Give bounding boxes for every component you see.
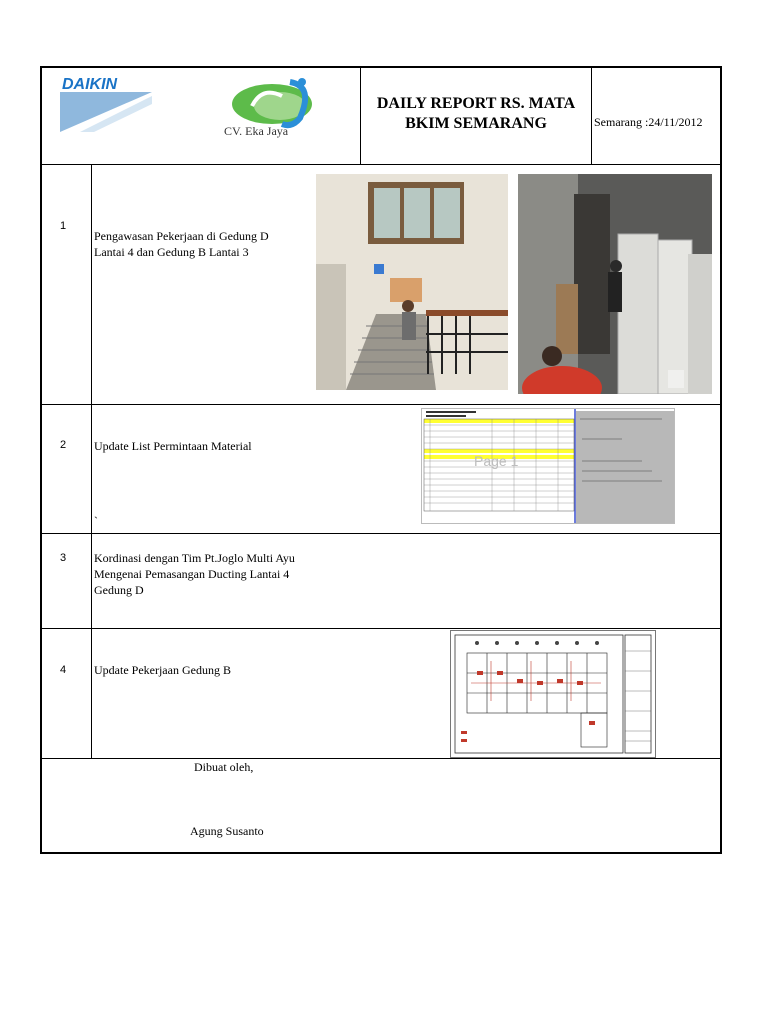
- photo-corridor-panels: [518, 174, 712, 394]
- row-number: 1: [60, 220, 67, 232]
- row-divider: [42, 628, 720, 629]
- row-number: 3: [60, 552, 67, 564]
- row-description: Pengawasan Pekerjaan di Gedung D Lantai 4 dan Gedung B Lantai 3: [94, 229, 269, 259]
- stray-mark: `: [94, 514, 98, 528]
- row-divider: [42, 533, 720, 534]
- row-number: 2: [60, 439, 67, 451]
- report-date: Semarang :24/11/2012: [594, 115, 703, 129]
- svg-text:DAIKIN: DAIKIN: [62, 76, 118, 93]
- daikin-logo: [60, 74, 172, 132]
- material-request-spreadsheet: [421, 408, 675, 524]
- row-description: Update List Permintaan Material: [94, 439, 252, 453]
- col-divider: [91, 164, 92, 758]
- photo-stairwell: [316, 174, 508, 390]
- company-name: CV. Eka Jaya: [224, 124, 289, 138]
- report-title: DAILY REPORT RS. MATA BKIM SEMARANG: [376, 95, 576, 132]
- page-watermark: Page 1: [474, 453, 519, 469]
- author-name: Agung Susanto: [190, 824, 264, 838]
- row-number: 4: [60, 664, 67, 676]
- floor-plan-drawing: [450, 630, 656, 758]
- row-divider: [42, 404, 720, 405]
- row-divider: [42, 164, 720, 165]
- report-table: [40, 66, 722, 854]
- made-by-label: Dibuat oleh,: [194, 760, 254, 774]
- row-description: Kordinasi dengan Tim Pt.Joglo Multi Ayu Mengenai Pemasangan Ducting Lantai 4 Gedung D: [94, 551, 295, 597]
- row-description: Update Pekerjaan Gedung B: [94, 663, 231, 677]
- spreadsheet-thumbnail: [422, 409, 674, 523]
- row-divider: [42, 758, 720, 759]
